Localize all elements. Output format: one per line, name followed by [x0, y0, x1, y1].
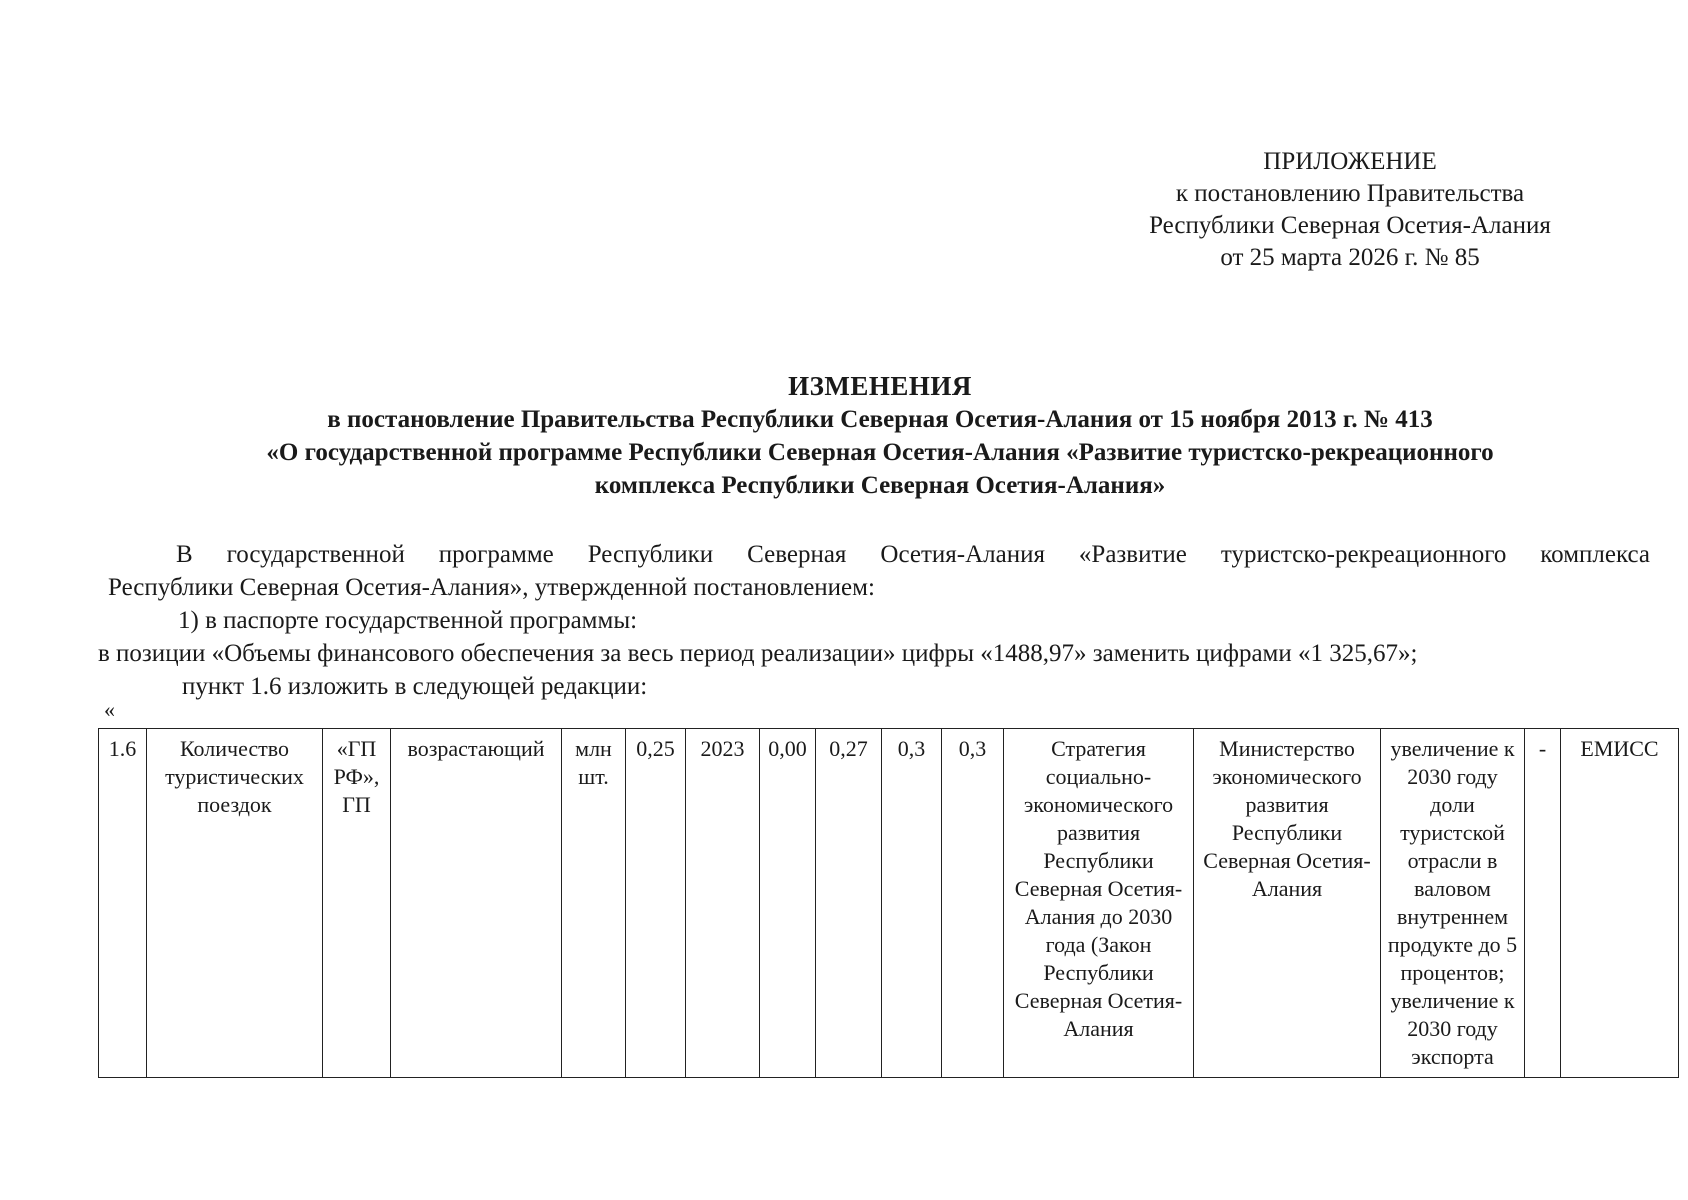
heading-line-3: комплекса Республики Северная Осетия-Алания» [594, 472, 1166, 499]
cell-program: «ГП РФ», ГП [323, 729, 391, 1078]
heading-line-1: в постановление Правительства Республики Северная Осетия-Алания от 15 ноября 2013 г. № 413 [327, 406, 1433, 433]
cell-document: Стратегия социально-экономического развития Республики Северная Осетия-Алания до 2030 года (Закон Республики Северная Осетия-Алания [1004, 729, 1194, 1078]
cell-base-value: 0,25 [626, 729, 686, 1078]
paragraph-1-line-1: В государственной программе Республики Северная Осетия-Алания «Развитие туристско-рекреационного комплекса [176, 541, 1650, 568]
cell-value-4: 0,3 [942, 729, 1004, 1078]
item-1-detail: в позиции «Объемы финансового обеспечения за весь период реализации» цифры «1488,97» заменить цифрами «1 325,67»; [98, 640, 1418, 667]
document-heading [90, 370, 1670, 502]
cell-trend: возрастающий [391, 729, 562, 1078]
cell-value-2: 0,27 [816, 729, 882, 1078]
annex-line-2: Республики Северная Осетия-Алания [1149, 212, 1551, 239]
cell-base-year: 2023 [686, 729, 760, 1078]
item-1: 1) в паспорте государственной программы: [178, 607, 638, 634]
cell-source: ЕМИСС [1561, 729, 1679, 1078]
paragraph-1-line-2: Республики Северная Осетия-Алания», утвержденной постановлением: [108, 574, 875, 601]
annex-line-1: к постановлению Правительства [1175, 180, 1525, 207]
cell-indicator: Количество туристических поездок [147, 729, 323, 1078]
cell-dash: - [1525, 729, 1561, 1078]
cell-value-1: 0,00 [760, 729, 816, 1078]
cell-unit: млн шт. [562, 729, 626, 1078]
cell-goal: увеличение к 2030 году доли туристской отрасли в валовом внутреннем продукте до 5 процентов; увеличение к 2030 году экспорта [1381, 729, 1525, 1078]
cell-responsible: Министерство экономического развития Республики Северная Осетия-Алания [1194, 729, 1381, 1078]
annex-header [1120, 146, 1580, 274]
cell-value-3: 0,3 [882, 729, 942, 1078]
quote-open-mark: « [104, 697, 115, 722]
heading-title: ИЗМЕНЕНИЯ [788, 371, 972, 401]
cell-number: 1.6 [99, 729, 147, 1078]
item-2: пункт 1.6 изложить в следующей редакции: [182, 673, 648, 700]
annex-title: ПРИЛОЖЕНИЕ [1263, 148, 1437, 175]
table-row [99, 729, 1679, 1078]
heading-line-2: «О государственной программе Республики Северная Осетия-Алания «Развитие туристско-рекреационного [266, 439, 1494, 466]
indicator-table [98, 728, 1679, 1078]
annex-line-3: от 25 марта 2026 г. № 85 [1220, 244, 1480, 271]
